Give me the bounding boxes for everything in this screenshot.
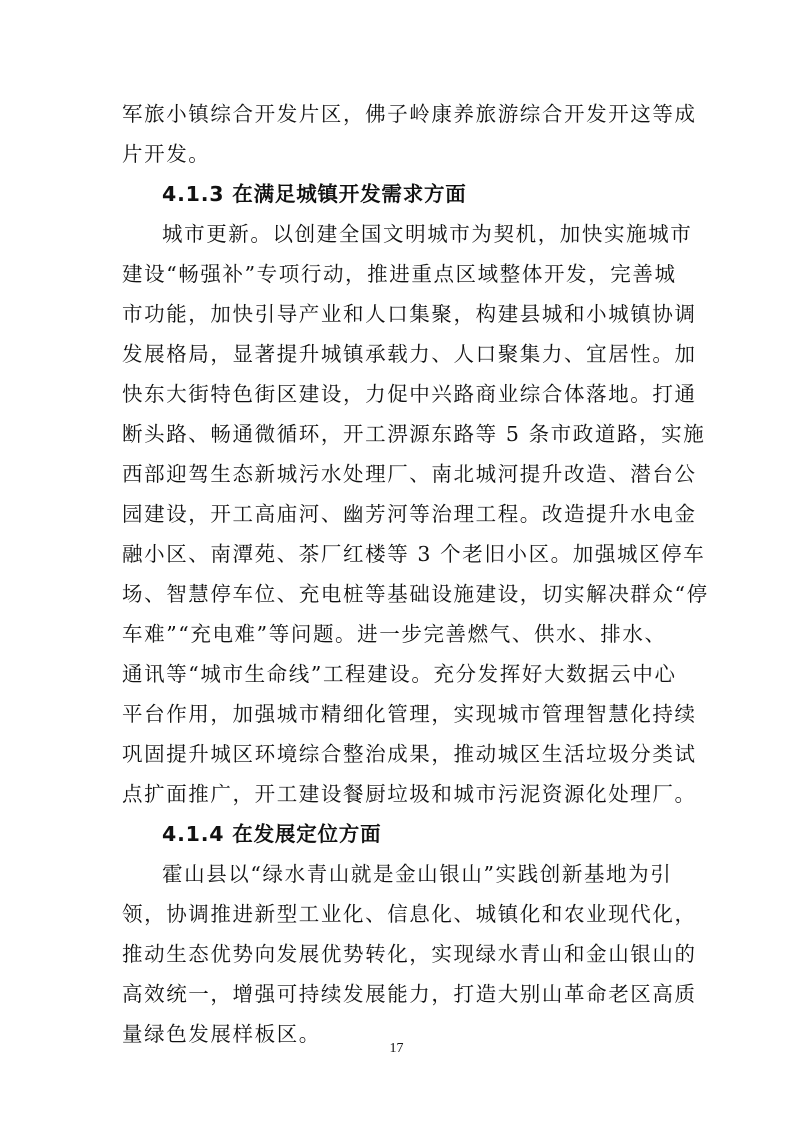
section-4-1-3-heading: 4.1.3 在满足城镇开发需求方面 xyxy=(162,182,467,206)
section-4-1-3-line-11: 车难”“充电难”等问题。进一步完善燃气、供水、排水、 xyxy=(122,622,667,646)
paragraph-1-line-2: 片开发。 xyxy=(122,142,211,166)
section-4-1-4-line-3: 推动生态优势向发展优势转化，实现绿水青山和金山银山的 xyxy=(122,942,697,966)
section-4-1-4-heading: 4.1.4 在发展定位方面 xyxy=(162,822,382,846)
section-4-1-4-line-2: 领，协调推进新型工业化、信息化、城镇化和农业现代化， xyxy=(122,902,697,926)
section-4-1-3-line-7: 西部迎驾生态新城污水处理厂、南北城河提升改造、潜台公 xyxy=(122,462,697,486)
section-4-1-3-line-15: 点扩面推广，开工建设餐厨垃圾和城市污泥资源化处理厂。 xyxy=(122,782,697,806)
section-4-1-3-line-4: 发展格局，显著提升城镇承载力、人口聚集力、宜居性。加 xyxy=(122,342,697,366)
section-4-1-4-line-1: 霍山县以“绿水青山就是金山银山”实践创新基地为引 xyxy=(162,862,673,886)
section-4-1-3-line-10: 场、智慧停车位、充电桩等基础设施建设，切实解决群众“停 xyxy=(122,582,709,606)
section-4-1-4-line-4: 高效统一，增强可持续发展能力，打造大别山革命老区高质 xyxy=(122,982,697,1006)
section-4-1-3-line-12: 通讯等“城市生命线”工程建设。充分发挥好大数据云中心 xyxy=(122,662,677,686)
section-4-1-3-line-3: 市功能，加快引导产业和人口集聚，构建县城和小城镇协调 xyxy=(122,302,697,326)
section-4-1-3-line-2: 建设“畅强补”专项行动，推进重点区域整体开发，完善城 xyxy=(122,262,677,286)
section-4-1-4-line-5: 量绿色发展样板区。 xyxy=(122,1022,321,1046)
section-4-1-3-line-1: 城市更新。以创建全国文明城市为契机，加快实施城市 xyxy=(162,222,693,246)
section-4-1-3-line-6: 断头路、畅通微循环，开工淠源东路等 5 条市政道路，实施 xyxy=(122,422,706,446)
section-4-1-3-line-8: 园建设，开工高庙河、幽芳河等治理工程。改造提升水电金 xyxy=(122,502,697,526)
paragraph-1-line-1: 军旅小镇综合开发片区，佛子岭康养旅游综合开发开这等成 xyxy=(122,102,697,126)
section-4-1-3-line-13: 平台作用，加强城市精细化管理，实现城市管理智慧化持续 xyxy=(122,702,697,726)
section-4-1-3-line-9: 融小区、南潭苑、茶厂红楼等 3 个老旧小区。加强城区停车 xyxy=(122,542,706,566)
page-number: 17 xyxy=(389,1041,404,1056)
section-4-1-3-line-5: 快东大街特色街区建设，力促中兴路商业综合体落地。打通 xyxy=(122,382,697,406)
section-4-1-3-line-14: 巩固提升城区环境综合整治成果，推动城区生活垃圾分类试 xyxy=(122,742,697,766)
